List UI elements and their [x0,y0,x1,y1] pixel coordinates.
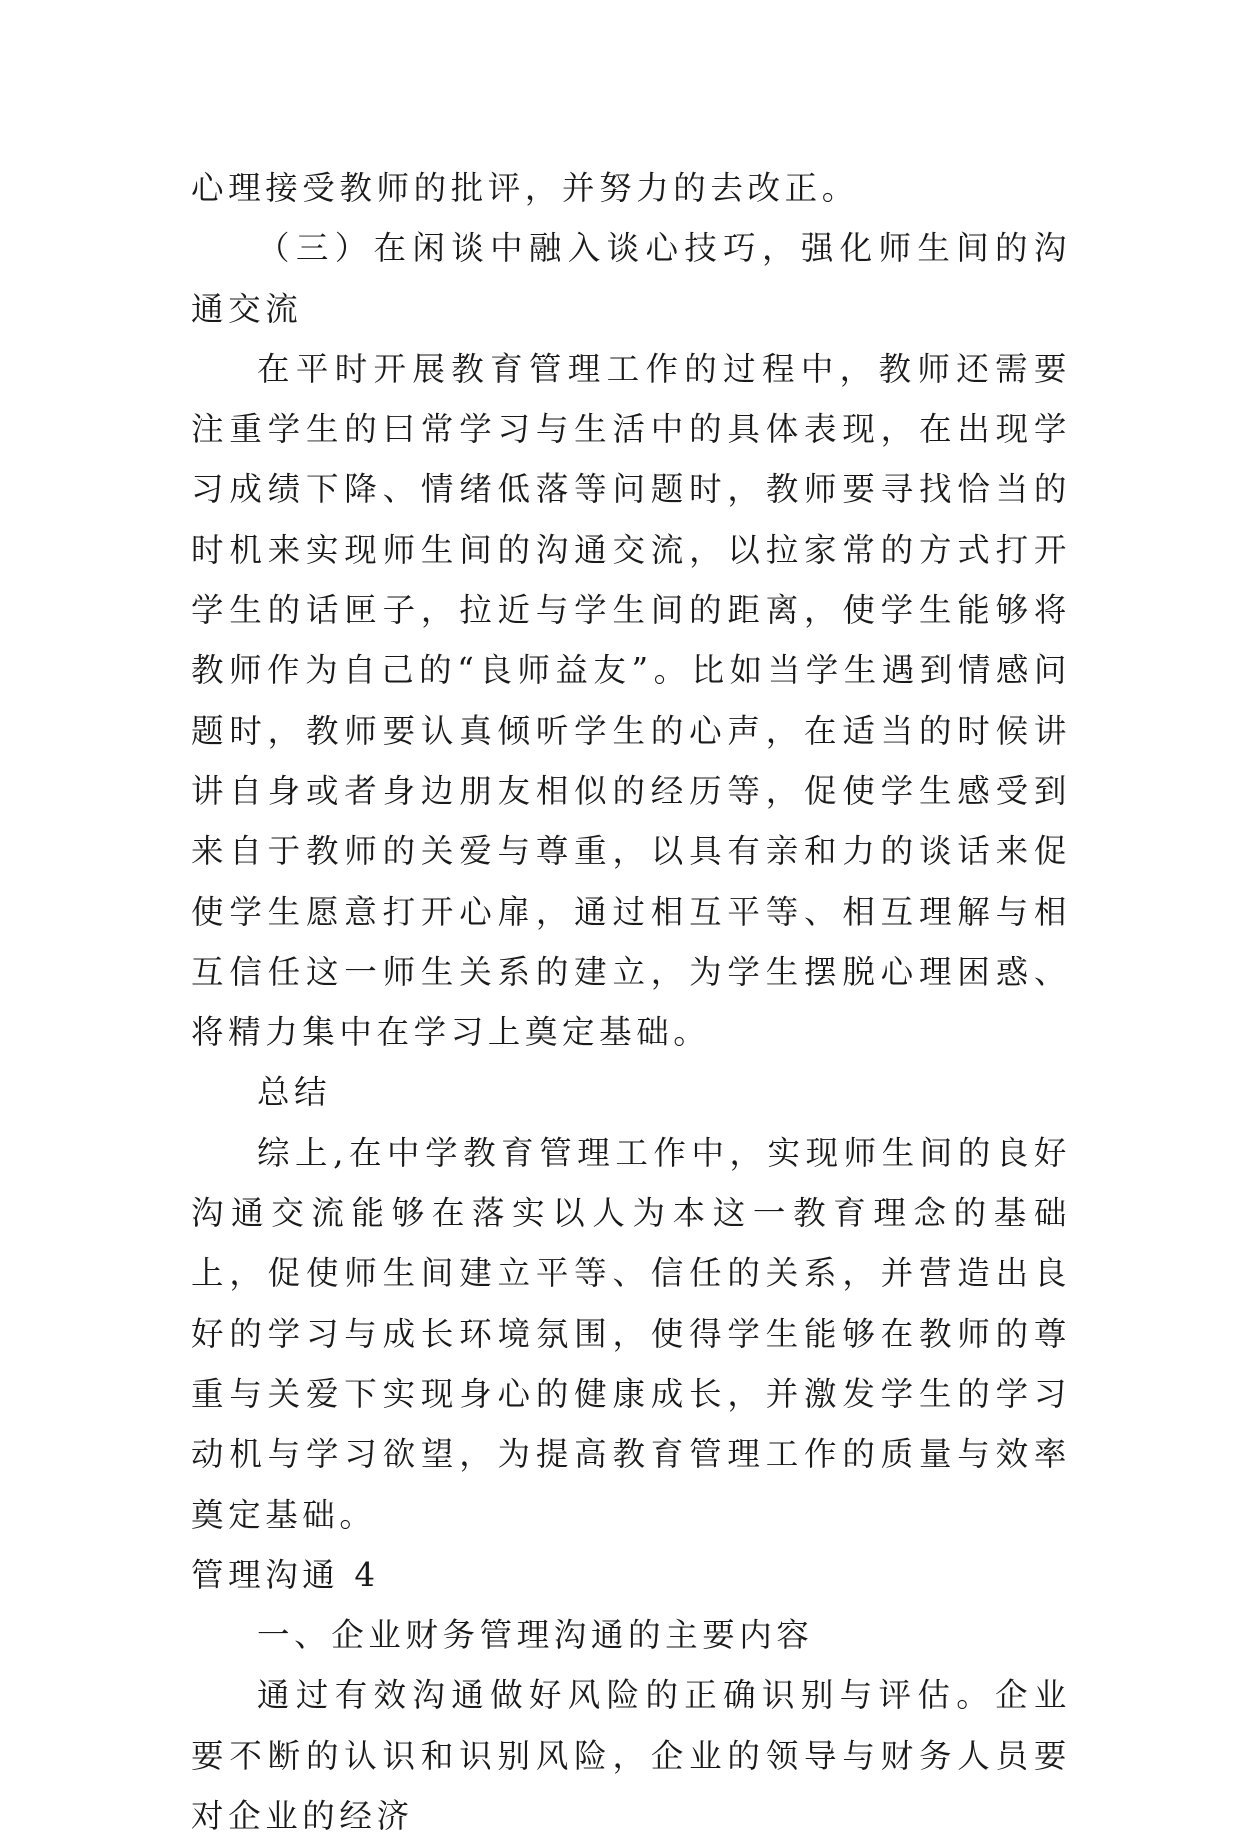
paragraph-body: 在平时开展教育管理工作的过程中，教师还需要注重学生的曰常学习与生活中的具体表现，在出现学习成绩下降、情绪低落等问题时，教师要寻找恰当的时机来实现师生间的沟通交流，以拉家常的方式打开学生的话匣子，拉近与学生间的距离，使学生能够将教师作为自己的“良师益友”。比如当学生遇到情感问题时，教师要认真倾听学生的心声，在适当的时候讲讲自身或者身边朋友相似的经历等，促使学生感受到来自于教师的关爱与尊重，以具有亲和力的谈话来促使学生愿意打开心扉，通过相互平等、相互理解与相互信任这一师生关系的建立，为学生摆脱心理困惑、将精力集中在学习上奠定基础。 [191,349,1071,1052]
summary-heading: 总结 [257,1073,332,1112]
article-title: 管理沟通 4 [191,1555,380,1594]
section-heading-three: （三）在闲谈中融入谈心技巧，强化师生间的沟通交流 [191,229,1071,328]
summary-paragraph: 综上,在中学教育管理工作中，实现师生间的良好沟通交流能够在落实以人为本这一教育理念的基础上，促使师生间建立平等、信任的关系，并营造出良好的学习与成长环境氛围，使得学生能够在教师的尊重与关爱下实现身心的健康成长，并激发学生的学习动机与学习欲望，为提高教育管理工作的质量与效率奠定基础。 [191,1133,1071,1534]
paragraph-continuation: 心理接受教师的批评，并努力的去改正。 [191,169,859,207]
section-heading-one: 一、企业财务管理沟通的主要内容 [257,1616,814,1655]
document-body [191,158,1071,1846]
paragraph-body-finance: 通过有效沟通做好风险的正确识别与评估。企业要不断的认识和识别风险，企业的领导与财务人员要对企业的经济 [191,1676,1071,1836]
